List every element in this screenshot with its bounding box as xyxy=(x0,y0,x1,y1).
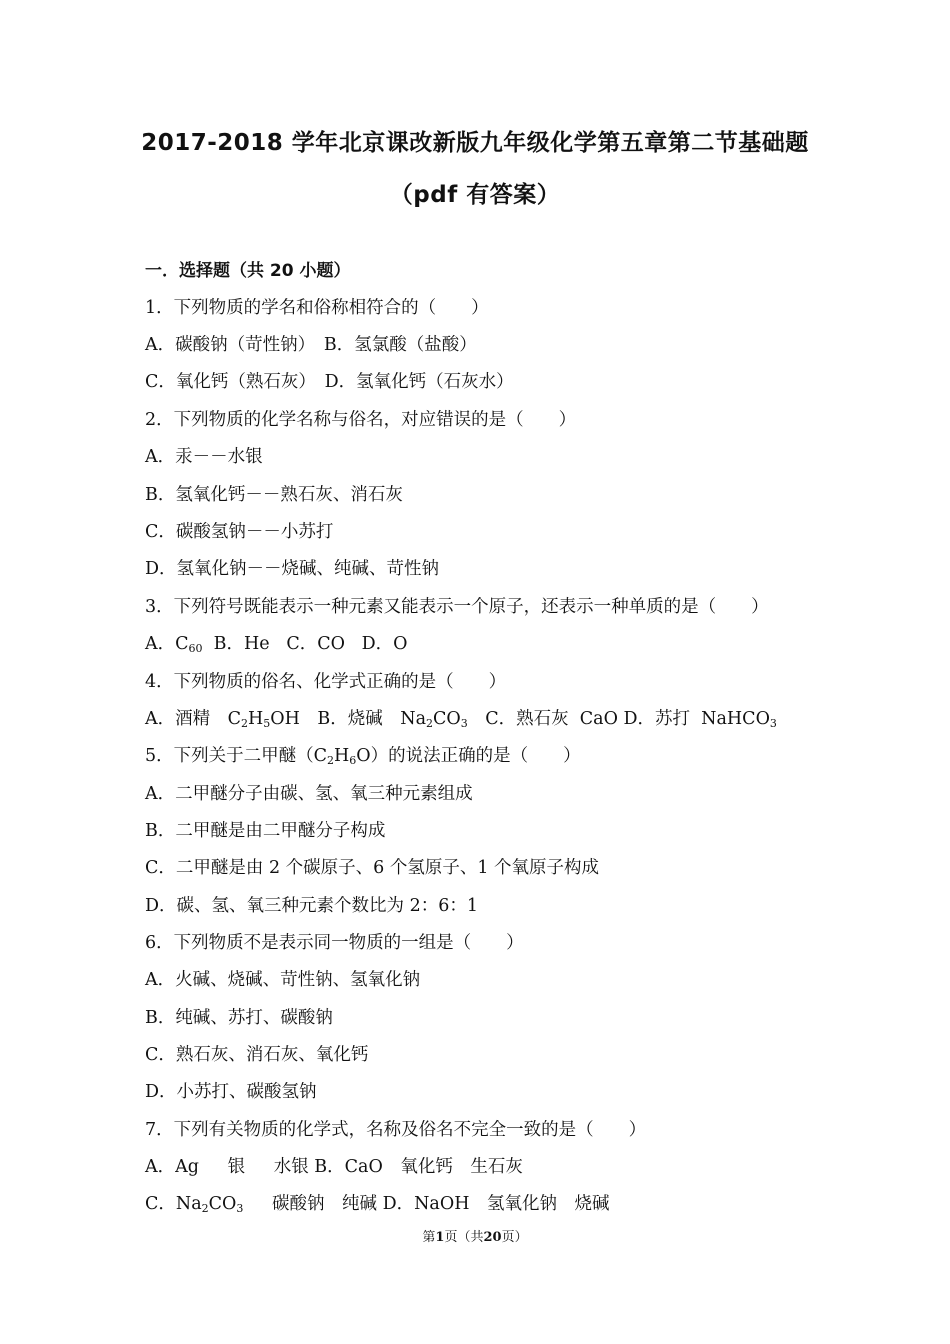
document-title-line2: （pdf 有答案） xyxy=(389,182,561,208)
q4-sub: 2 xyxy=(426,717,434,730)
footer-text: 页（共 xyxy=(444,1230,484,1245)
q7-part: C．Na xyxy=(145,1194,202,1214)
question-6-option-d: D．小苏打、碳酸氢钠 xyxy=(145,1082,317,1102)
q7-part: 碳酸钠 纯碱 D．NaOH 氢氧化钠 烧碱 xyxy=(243,1194,610,1214)
question-3-stem: 3．下列符号既能表示一种元素又能表示一个原子，还表示一种单质的是（ ） xyxy=(145,597,769,617)
question-2-stem: 2．下列物质的化学名称与俗名，对应错误的是（ ） xyxy=(145,410,577,430)
q3-a-prefix: A．C xyxy=(145,634,189,654)
q7-sub: 2 xyxy=(201,1202,209,1215)
q5-part: H xyxy=(334,746,350,766)
question-5-stem xyxy=(145,744,581,768)
q4-part: CO xyxy=(433,709,461,729)
q3-a-subscript: 60 xyxy=(188,642,203,655)
question-6-stem: 6．下列物质不是表示同一物质的一组是（ ） xyxy=(145,933,524,953)
q4-part: H xyxy=(248,709,264,729)
question-1-options-cd: C．氧化钙（熟石灰） D．氢氧化钙（石灰水） xyxy=(145,372,514,392)
footer-page-number: 1 xyxy=(435,1230,445,1245)
question-6-option-b: B．纯碱、苏打、碳酸钠 xyxy=(145,1008,333,1028)
footer-total-pages: 20 xyxy=(483,1230,502,1245)
section-header: 一．选择题（共 20 小题） xyxy=(145,261,351,281)
footer-text: 第 xyxy=(422,1230,436,1245)
question-7-stem: 7．下列有关物质的化学式，名称及俗名不完全一致的是（ ） xyxy=(145,1120,647,1140)
q5-sub: 6 xyxy=(349,754,357,767)
question-4-stem: 4．下列物质的俗名、化学式正确的是（ ） xyxy=(145,672,507,692)
document-title-line1: 2017-2018 学年北京课改新版九年级化学第五章第二节基础题 xyxy=(141,130,809,156)
q5-part: 5．下列关于二甲醚（C xyxy=(145,746,328,766)
q4-sub: 5 xyxy=(263,717,271,730)
q4-part: A．酒精 C xyxy=(145,709,242,729)
q5-part: O）的说法正确的是（ ） xyxy=(356,746,581,766)
question-6-option-c: C．熟石灰、消石灰、氧化钙 xyxy=(145,1045,369,1065)
question-5-option-b: B．二甲醚是由二甲醚分子构成 xyxy=(145,821,386,841)
footer-text: 页） xyxy=(501,1230,528,1245)
question-3-options xyxy=(145,632,408,656)
question-2-option-d: D．氢氧化钠－－烧碱、纯碱、苛性钠 xyxy=(145,559,440,579)
question-7-options-ab: A．Ag 银 水银 B．CaO 氧化钙 生石灰 xyxy=(145,1157,523,1177)
q4-sub: 3 xyxy=(769,717,777,730)
q4-part: C．熟石灰 CaO D．苏打 NaHCO xyxy=(467,709,770,729)
q4-sub: 2 xyxy=(241,717,249,730)
q4-part: OH B．烧碱 Na xyxy=(270,709,427,729)
question-2-option-a: A．汞－－水银 xyxy=(145,447,263,467)
question-5-option-c: C．二甲醚是由 2 个碳原子、6 个氢原子、1 个氧原子构成 xyxy=(145,858,600,878)
q3-rest: B．He C．CO D．O xyxy=(202,634,408,654)
question-2-option-b: B．氢氧化钙－－熟石灰、消石灰 xyxy=(145,485,403,505)
q7-sub: 3 xyxy=(236,1202,244,1215)
question-5-option-a: A．二甲醚分子由碳、氢、氧三种元素组成 xyxy=(145,784,473,804)
question-1-stem: 1．下列物质的学名和俗称相符合的（ ） xyxy=(145,298,489,318)
q5-sub: 2 xyxy=(327,754,335,767)
q4-sub: 3 xyxy=(460,717,468,730)
question-2-option-c: C．碳酸氢钠－－小苏打 xyxy=(145,522,334,542)
page-footer xyxy=(0,1226,950,1245)
question-1-options-ab: A．碳酸钠（苛性钠） B．氢氯酸（盐酸） xyxy=(145,335,477,355)
question-6-option-a: A．火碱、烧碱、苛性钠、氢氧化钠 xyxy=(145,970,421,990)
question-7-options-cd xyxy=(145,1192,609,1216)
q7-part: CO xyxy=(208,1194,237,1214)
question-4-options xyxy=(145,707,777,731)
question-5-option-d: D．碳、氢、氧三种元素个数比为 2：6：1 xyxy=(145,896,478,916)
